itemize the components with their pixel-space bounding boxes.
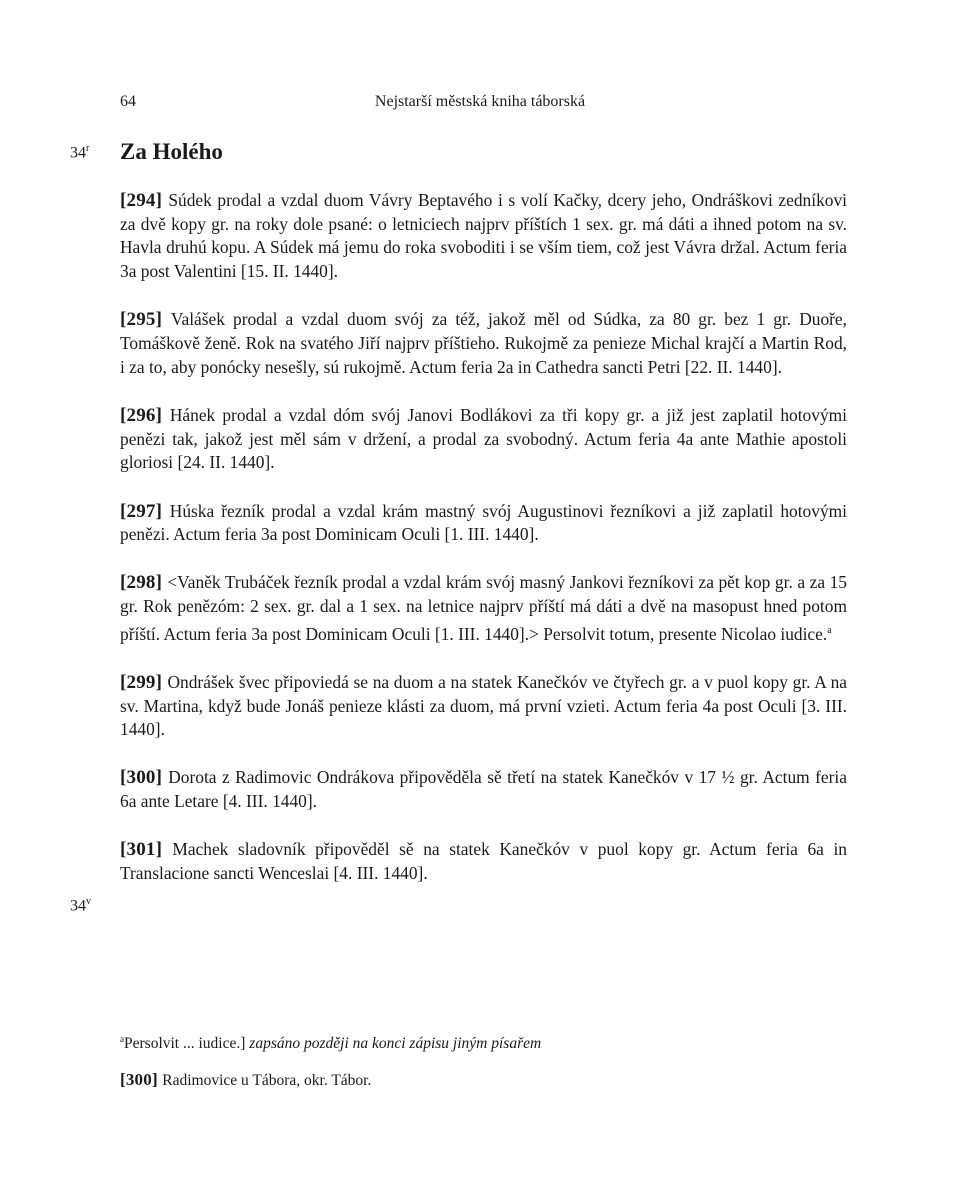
folio-number: 34 xyxy=(70,144,86,162)
entry-number: [295] xyxy=(120,309,163,331)
entry-301 xyxy=(120,838,847,885)
entry-number: [298] xyxy=(120,572,163,594)
entry-300 xyxy=(120,766,847,813)
place-note-300 xyxy=(120,1069,847,1092)
entry-number: [294] xyxy=(120,190,163,211)
footnote-comment: zapsáno později na konci zápisu jiným písařem xyxy=(249,1035,542,1053)
entries xyxy=(120,189,847,910)
entry-number: [301] xyxy=(120,839,163,861)
footnote-mark[interactable]: a xyxy=(827,624,832,636)
entry-297 xyxy=(120,500,847,547)
entry-number: [296] xyxy=(120,404,163,426)
folio-side: v xyxy=(86,896,91,907)
entry-text: Húska řezník prodal a vzdal krám mastný svój Augustinovi řezníkovi a již zaplatil hotovými penězi. Actum feria 3a post Dominicam Oculi [1. III. 1440]. xyxy=(120,500,848,545)
footnote-lemma: Persolvit ... iudice.] xyxy=(124,1035,246,1053)
entry-text: Machek sladovník připověděl sě na statek Kanečkóv v puol kopy gr. Actum feria 6a in Translacione sancti Wenceslai [4. III. 1440]. xyxy=(120,839,847,884)
entry-number: [297] xyxy=(120,500,163,522)
folio-marker-verso xyxy=(70,896,91,915)
page-number: 64 xyxy=(120,93,136,110)
entry-text: Súdek prodal a vzdal duom Vávry Beptavého i s volí Kačky, dcery jeho, Ondráškovi zedníkovi za dvě kopy gr. na roky dole psané: o letniciech najprv příštích 1 sex. gr. má dáti a ihned potom na sv. Havla druhú kopu. A Súdek má jemu do roka svoboditi i se vším tiem, což jest Vávra držal. Actum feria 3a post Valentini [15. II. 1440]. xyxy=(120,190,847,282)
running-title: Nejstarší městská kniha táborská xyxy=(374,93,586,110)
entry-296 xyxy=(120,404,847,475)
entry-text: Valášek prodal a vzdal duom svój za též, jakož měl od Súdka, za 80 gr. bez 1 gr. Duoře, Tomáškově ženě. Rok na svatého Jiří najprv příštieho. Rukojmě za penieze Michal krajčí a Martin Rod, i za to, aby ponócky nesešly, sú rukojmě. Actum feria 2a in Cathedra sancti Petri [22. II. 1440]. xyxy=(120,309,848,377)
entry-text: Dorota z Radimovic Ondrákova připověděla sě třetí na statek Kanečkóv v 17 ½ gr. Actum feria 6a ante Letare [4. III. 1440]. xyxy=(120,767,847,812)
entry-294 xyxy=(120,189,847,284)
entry-number: [299] xyxy=(120,671,163,693)
entry-text: <Vaněk Trubáček řezník prodal a vzdal krám svój masný Jankovi řezníkovi za pět kop gr. a za 15 gr. Rok penězóm: 2 sex. gr. dal a 1 sex. na letnice najprv příští má dáti a dvě na masopust hned potom příští. Actum feria 3a post Dominicam Oculi [1. III. 1440].> Persolvit totum, presente Nicolao iudice. xyxy=(120,572,847,644)
entry-298 xyxy=(120,571,847,646)
footnote-mark: a xyxy=(120,1034,124,1044)
entry-299 xyxy=(120,671,847,742)
entry-number: [300] xyxy=(120,767,163,789)
folio-side: r xyxy=(86,143,90,154)
folio-marker-recto xyxy=(70,143,89,162)
footnotes xyxy=(120,1028,847,1106)
place-note-number: [300] xyxy=(120,1070,158,1090)
folio-number: 34 xyxy=(70,897,86,915)
section-title: Za Holého xyxy=(120,139,223,164)
entry-text: Hánek prodal a vzdal dóm svój Janovi Bodlákovi za tři kopy gr. a již jest zaplatil hotovými penězi tak, jakož jest měl sám v držení, a prodal za svobodný. Actum feria 4a ante Mathie apostoli gloriosi [24. II. 1440]. xyxy=(120,404,847,473)
entry-295 xyxy=(120,308,847,379)
place-note-text: Radimovice u Tábora, okr. Tábor. xyxy=(162,1072,372,1090)
footnote-a xyxy=(120,1028,847,1055)
entry-text: Ondrášek švec připoviedá se na duom a na statek Kanečkóv ve čtyřech gr. a v puol kopy gr. A na sv. Martina, když bude Jonáš penieze klásti za duom, má první vzieti. Actum feria 4a post Oculi [3. III. 1440]. xyxy=(120,671,847,740)
